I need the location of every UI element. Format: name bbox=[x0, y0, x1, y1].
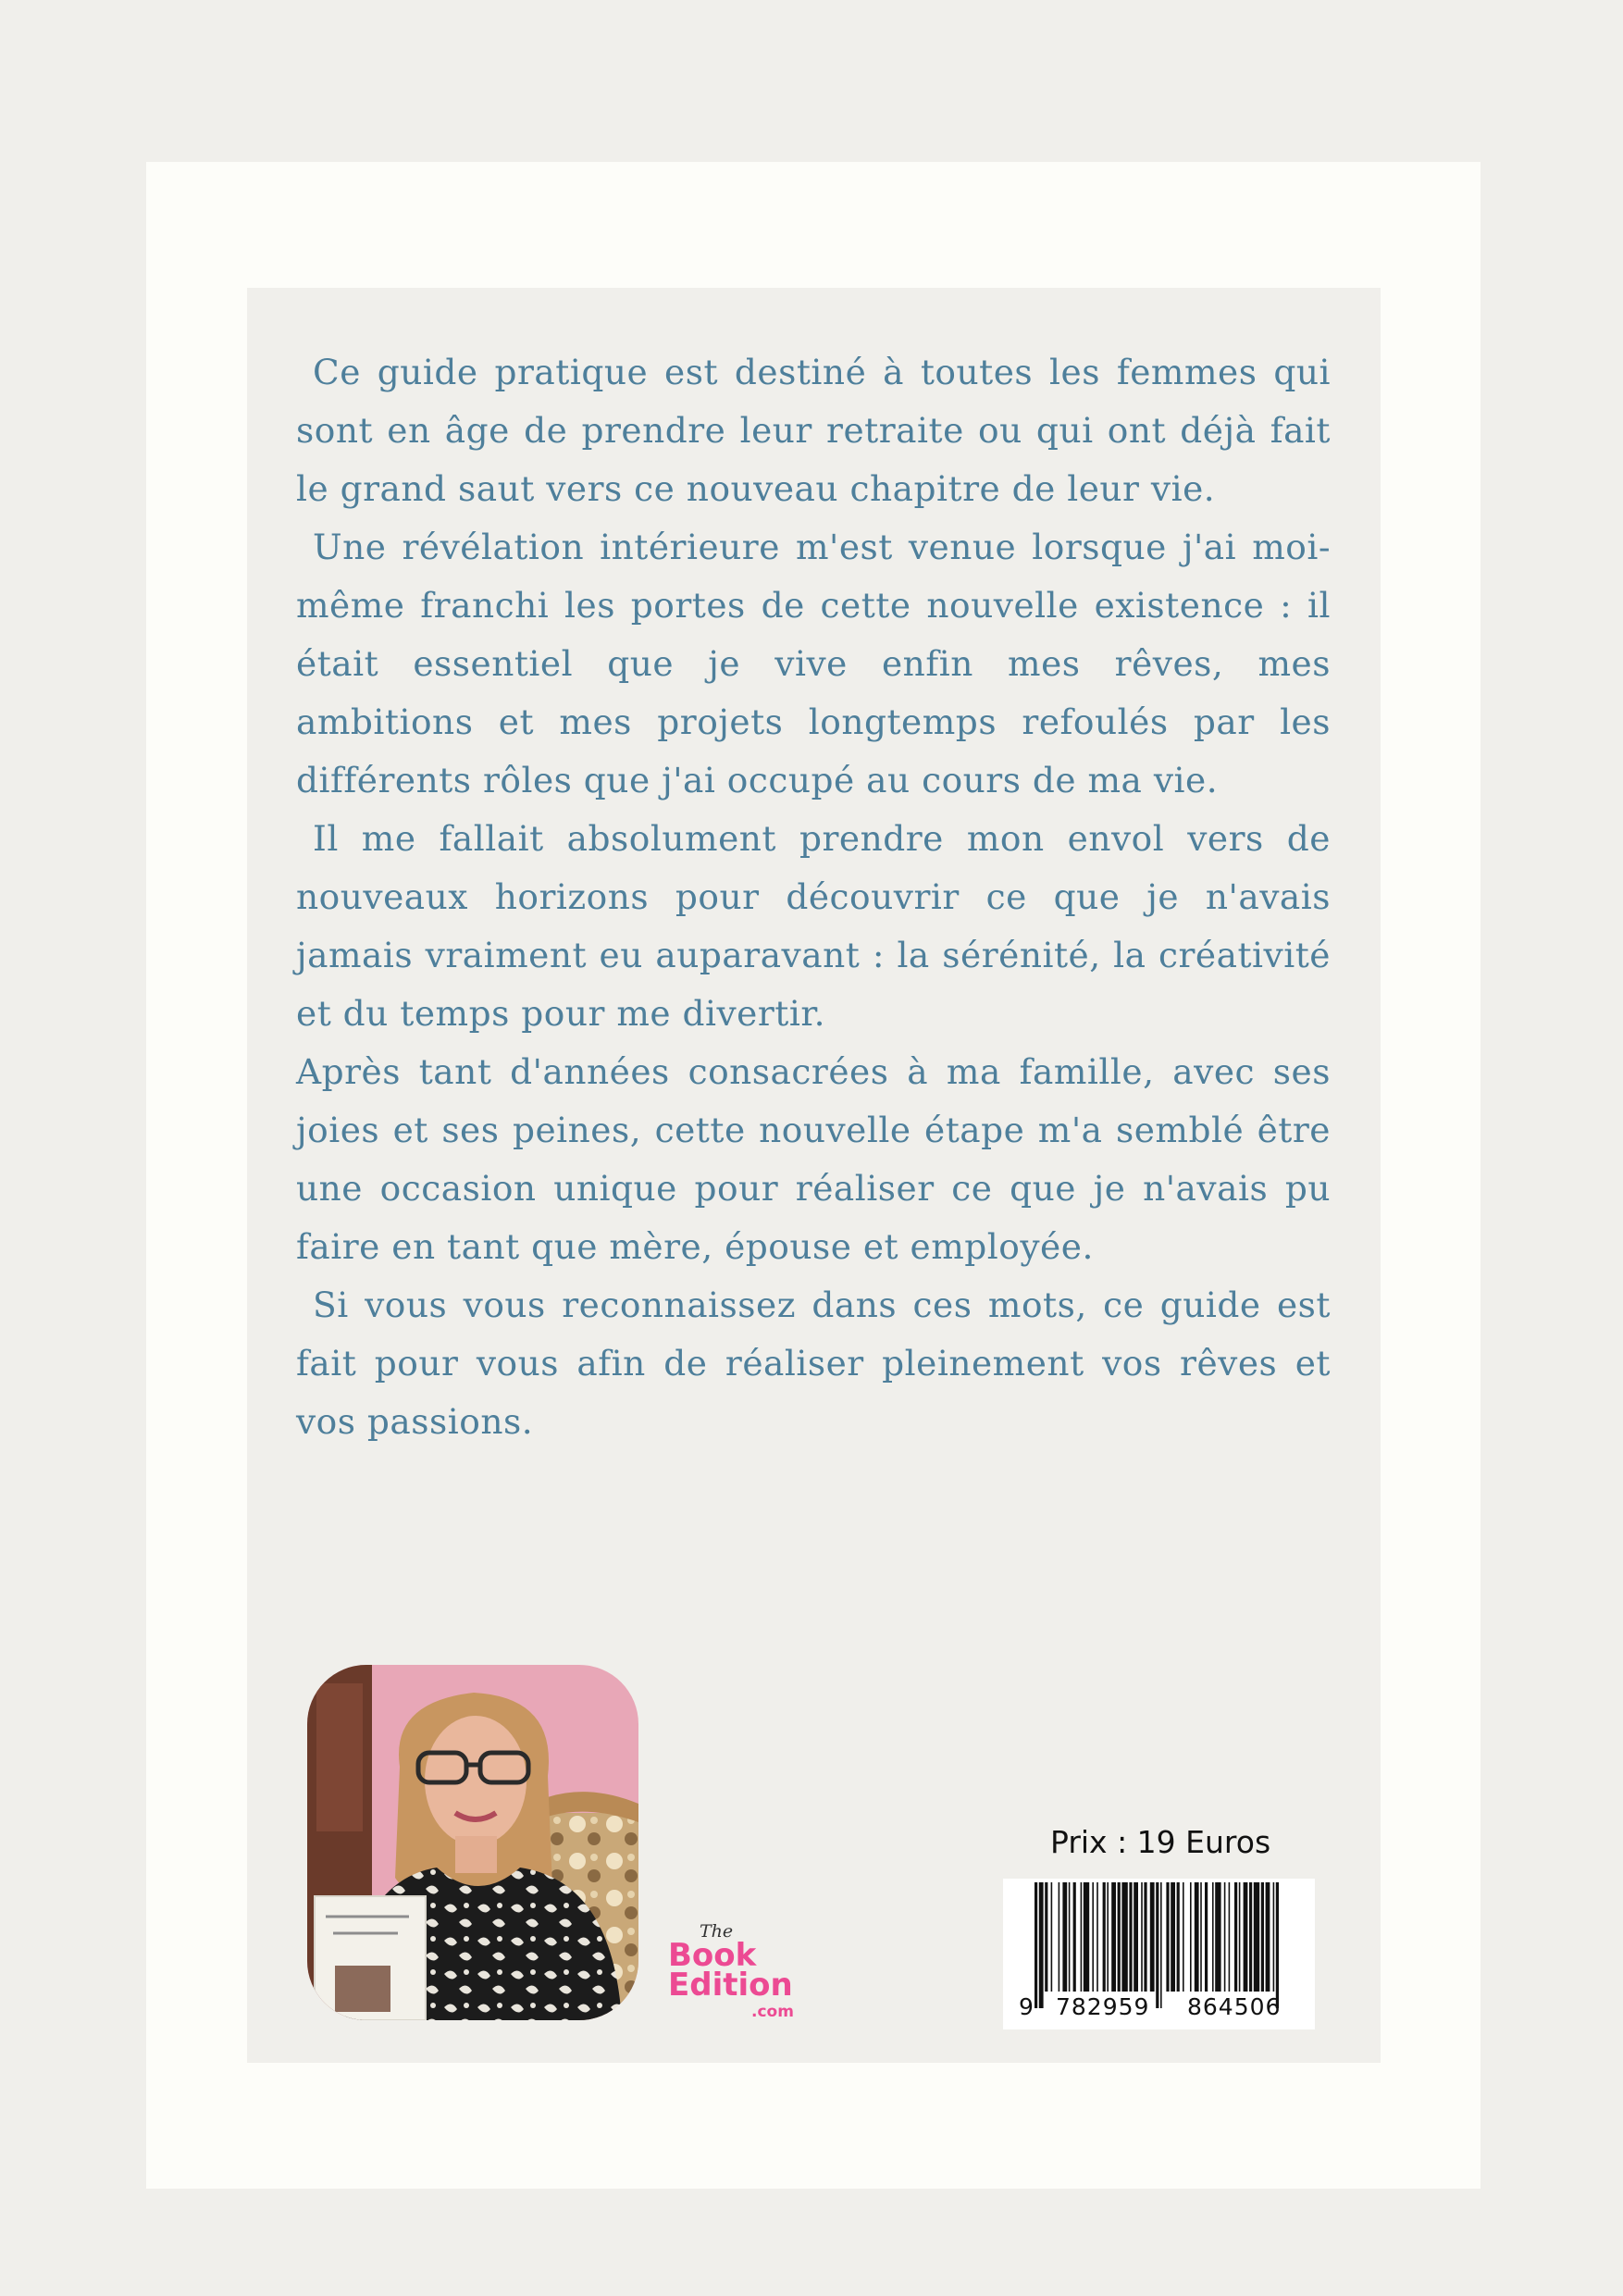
blurb-paragraph: Si vous vous reconnaissez dans ces mots, ce guide est fait pour vous afin de réaliser pleinement vos rêves et vos passions. bbox=[296, 1285, 1331, 1442]
barcode-bar bbox=[1195, 1882, 1199, 1992]
barcode-bar bbox=[1121, 1882, 1127, 1992]
publisher-logo bbox=[668, 1921, 798, 2023]
barcode-bar bbox=[1249, 1882, 1252, 1992]
barcode-bar bbox=[1144, 1882, 1146, 1992]
isbn-group-b: 864506 bbox=[1187, 1993, 1282, 2020]
blurb-paragraph: Il me fallait absolument prendre mon envol vers de nouveaux horizons pour découvrir ce que je n'avais jamais vraiment eu auparavant : la sérénité, la créativité et du temps pour me divertir. bbox=[296, 818, 1331, 1034]
barcode-bar bbox=[1261, 1882, 1264, 1992]
barcode-bar bbox=[1171, 1882, 1175, 1992]
barcode-bar bbox=[1129, 1882, 1132, 1992]
barcode-bar bbox=[1069, 1882, 1071, 1992]
barcode-bar bbox=[1051, 1882, 1053, 1992]
barcode-bar bbox=[1118, 1882, 1121, 1992]
barcode-bar bbox=[1103, 1882, 1106, 1992]
blurb-paragraph: Une révélation intérieure m'est venue lorsque j'ai moi-même franchi les portes de cette nouvelle existence : il était essentiel que je vive enfin mes rêves, mes ambitions et mes projets longtemps refoulés par les différents rôles que j'ai occupé au cours de ma vie. bbox=[296, 527, 1331, 800]
barcode-bar bbox=[1134, 1882, 1138, 1992]
barcode-bar bbox=[1096, 1882, 1098, 1992]
barcode-bar bbox=[1212, 1882, 1214, 1992]
barcode-bar bbox=[1239, 1882, 1241, 1992]
barcode-bar bbox=[1084, 1882, 1089, 1992]
barcode-bar bbox=[1081, 1882, 1083, 1992]
barcode-bar bbox=[1045, 1882, 1047, 1992]
logo-book-text: Book bbox=[668, 1937, 757, 1974]
barcode-bar bbox=[1035, 1882, 1037, 2008]
price-label: Prix : 19 Euros bbox=[1050, 1824, 1271, 1860]
barcode-bar bbox=[1062, 1882, 1067, 1992]
blurb-text bbox=[296, 343, 1331, 1451]
barcode-bar bbox=[1190, 1882, 1192, 1992]
barcode-bar bbox=[1150, 1882, 1155, 1992]
barcode-bar bbox=[1073, 1882, 1076, 1992]
blurb-paragraph: Ce guide pratique est destiné à toutes les femmes qui sont en âge de prendre leur retraite ou qui ont déjà fait le grand saut vers ce nouveau chapitre de leur vie. bbox=[296, 352, 1331, 509]
barcode-bar bbox=[1177, 1882, 1180, 1992]
blurb-paragraph: Après tant d'années consacrées à ma famille, avec ses joies et ses peines, cette nouvelle étape m'a semblé être une occasion unique pour réaliser ce que je n'avais pu faire en tant que mère, épouse et employée. bbox=[296, 1051, 1331, 1267]
barcode-bar bbox=[1234, 1882, 1237, 1992]
barcode-bar bbox=[1183, 1882, 1184, 1992]
logo-com-text: .com bbox=[751, 2003, 794, 2021]
barcode-bar bbox=[1092, 1882, 1094, 1992]
isbn-barcode bbox=[1003, 1879, 1315, 2029]
barcode-bar bbox=[1254, 1882, 1259, 1992]
barcode-bar bbox=[1107, 1882, 1109, 1992]
barcode-bar bbox=[1266, 1882, 1270, 1992]
barcode-bar bbox=[1156, 1882, 1158, 2008]
barcode-bar bbox=[1141, 1882, 1143, 1992]
barcode-bar bbox=[1166, 1882, 1169, 1992]
author-photo bbox=[307, 1665, 638, 2020]
barcode-bar bbox=[1224, 1882, 1226, 1992]
barcode-bar bbox=[1160, 1882, 1162, 2008]
barcode-bar bbox=[1229, 1882, 1231, 1992]
back-cover-panel bbox=[247, 288, 1381, 2063]
barcode-bar bbox=[1059, 1882, 1060, 1992]
barcode-bar bbox=[1244, 1882, 1248, 1992]
barcode-bar bbox=[1215, 1882, 1220, 1992]
barcode-bar bbox=[1273, 1882, 1275, 1992]
barcode-bar bbox=[1200, 1882, 1202, 1992]
logo-the-text: The bbox=[700, 1921, 734, 1942]
barcode-bar bbox=[1276, 1882, 1279, 2008]
barcode-bar bbox=[1039, 1882, 1044, 2008]
isbn-group-a: 782959 bbox=[1056, 1993, 1150, 2020]
isbn-first-digit: 9 bbox=[1019, 1993, 1034, 2020]
barcode-bar bbox=[1205, 1882, 1208, 1992]
barcode-bar bbox=[1111, 1882, 1116, 1992]
logo-edition-text: Edition bbox=[668, 1967, 793, 2004]
